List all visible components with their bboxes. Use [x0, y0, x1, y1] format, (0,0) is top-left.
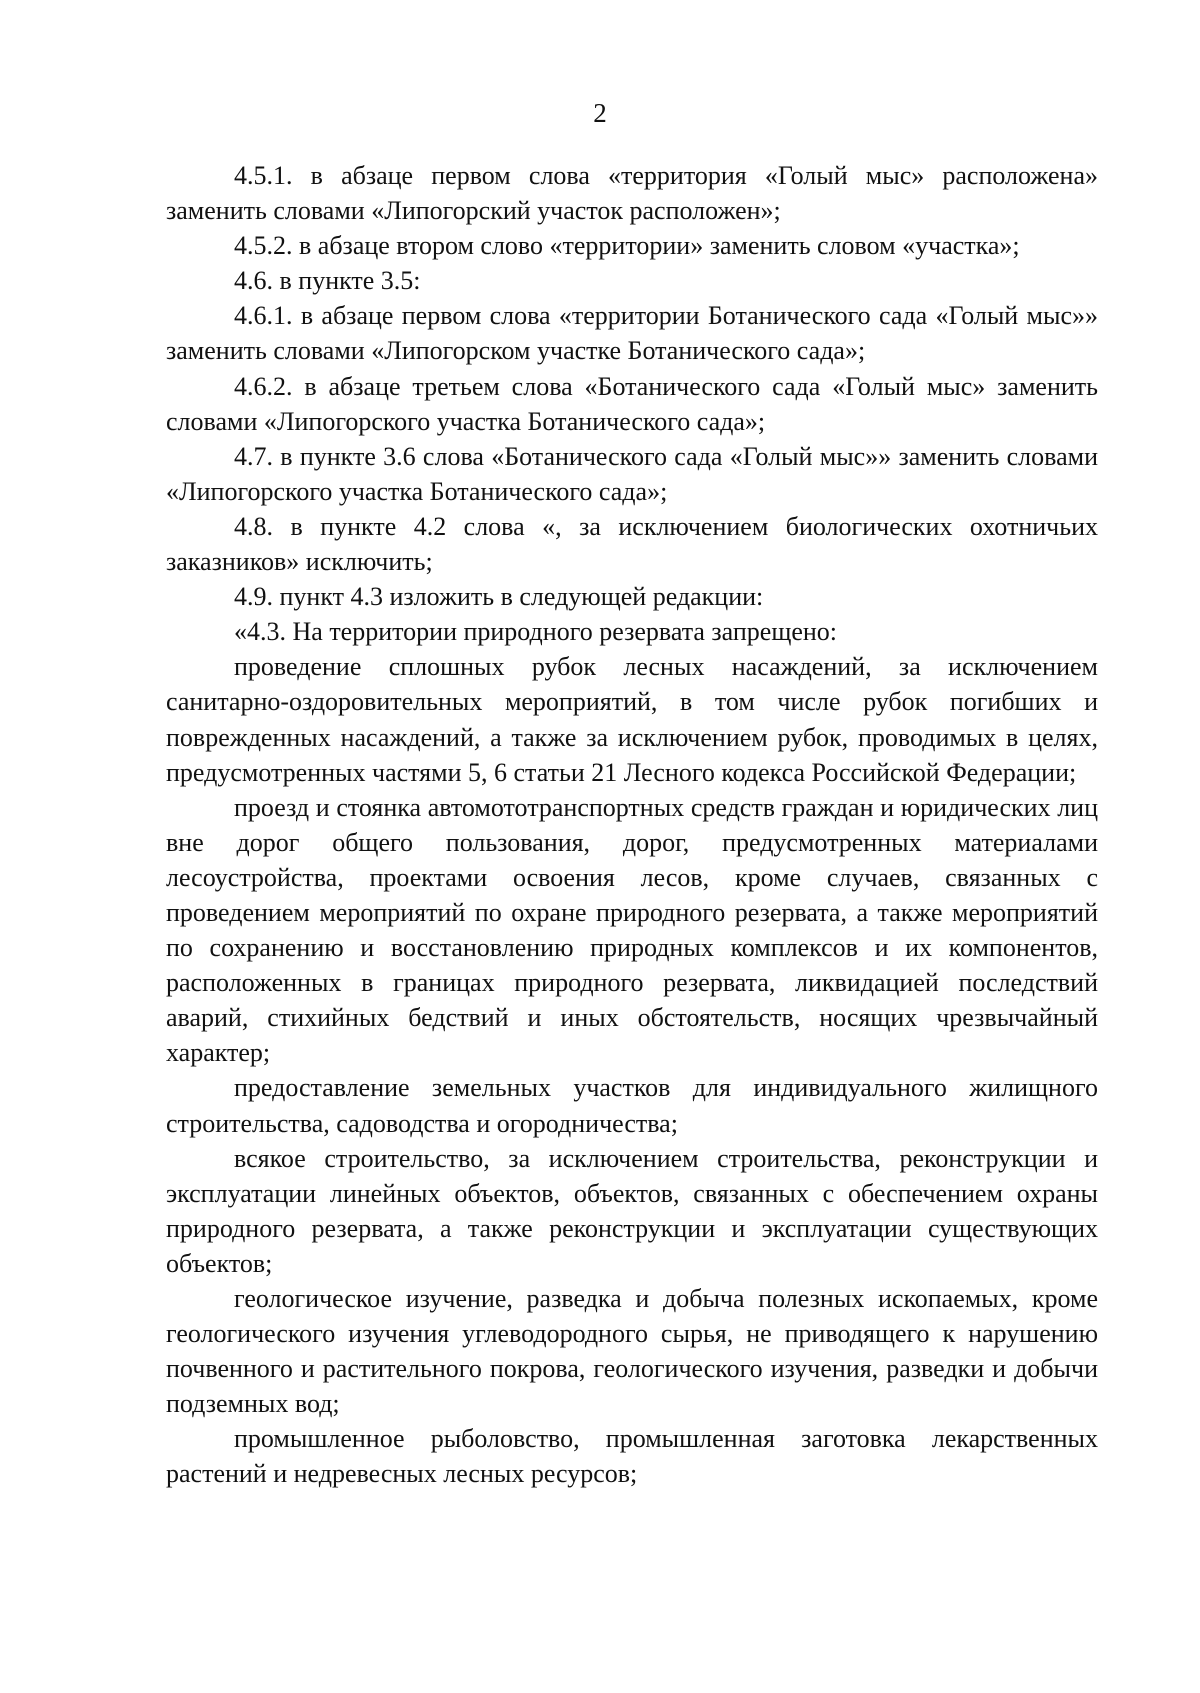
page-number: 2 — [593, 98, 607, 128]
paragraph-vehicle-ban: проезд и стоянка автомототранспортных средств граждан и юридических лиц вне дорог общего пользования, дорог, предусмотренных материалами лесоустройства, проектами освоения лесов, кроме случаев, связанных с проведением мероприятий по охране природного резервата, а также мероприятий по сохранению и восстановлению природных комплексов и их компонентов, расположенных в границах природного резервата, ликвидацией последствий аварий, стихийных бедствий и иных обстоятельств, носящих чрезвычайный характер; — [166, 792, 1098, 1068]
document-body — [166, 158, 1098, 1492]
paragraph-4-6-2: 4.6.2. в абзаце третьем слова «Ботанического сада «Голый мыс» заменить словами «Липогорского участка Ботанического сада»; — [166, 371, 1098, 436]
paragraph-land-plots-ban: предоставление земельных участков для индивидуального жилищного строительства, садоводства и огородничества; — [166, 1073, 1098, 1138]
paragraph-4-5-2: 4.5.2. в абзаце втором слово «территории» заменить словом «участка»; — [234, 231, 1020, 261]
paragraph-construction-ban: всякое строительство, за исключением строительства, реконструкции и эксплуатации линейных объектов, объектов, связанных с обеспечением охраны природного резервата, а также реконструкции и эксплуатации существующих объектов; — [166, 1143, 1098, 1278]
paragraph-4-5-1: 4.5.1. в абзаце первом слова «территория «Голый мыс» расположена» заменить словами «Липогорский участок расположен»; — [166, 161, 1098, 226]
paragraph-4-6: 4.6. в пункте 3.5: — [234, 266, 421, 296]
paragraph-4-7: 4.7. в пункте 3.6 слова «Ботанического сада «Голый мыс»» заменить словами «Липогорского участка Ботанического сада»; — [166, 441, 1098, 506]
paragraph-fishing-ban: промышленное рыболовство, промышленная заготовка лекарственных растений и недревесных лесных ресурсов; — [166, 1424, 1098, 1489]
paragraph-logging-ban: проведение сплошных рубок лесных насаждений, за исключением санитарно-оздоровительных мероприятий, в том числе рубок погибших и поврежденных насаждений, а также за исключением рубок, проводимых в целях, предусмотренных частями 5, 6 статьи 21 Лесного кодекса Российской Федерации; — [166, 652, 1098, 787]
paragraph-4-6-1: 4.6.1. в абзаце первом слова «территории Ботанического сада «Голый мыс»» заменить словами «Липогорском участке Ботанического сада»; — [166, 301, 1098, 366]
paragraph-4-8: 4.8. в пункте 4.2 слова «, за исключением биологических охотничьих заказников» исключить; — [166, 511, 1098, 577]
paragraph-4-9: 4.9. пункт 4.3 изложить в следующей редакции: — [234, 582, 764, 612]
paragraph-4-3-heading: «4.3. На территории природного резервата запрещено: — [234, 617, 838, 647]
paragraph-geology-ban: геологическое изучение, разведка и добыча полезных ископаемых, кроме геологического изучения углеводородного сырья, не приводящего к нарушению почвенного и растительного покрова, геологического изучения, разведки и добычи подземных вод; — [166, 1284, 1098, 1419]
